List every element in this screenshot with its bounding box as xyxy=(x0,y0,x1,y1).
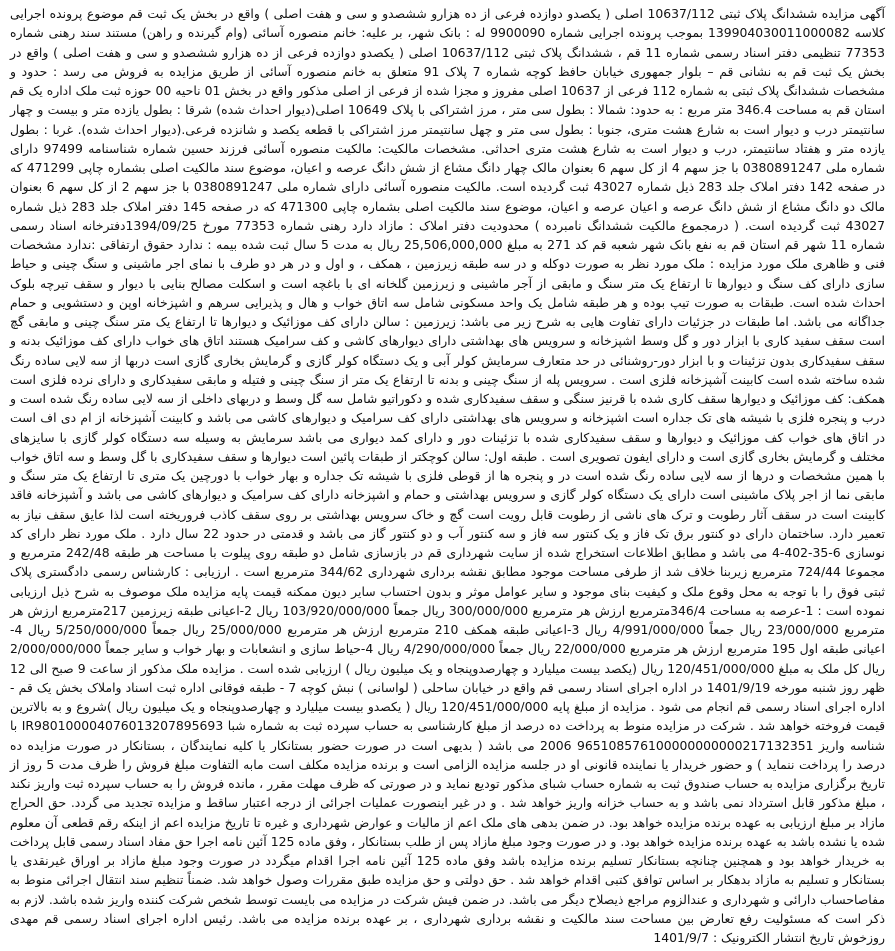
notice-body-text: آگهی مزایده ششدانگ پلاک ثبتی 10637/112 اصلی ( یکصدو دوازده فرعی از ده هزارو ششصدو و سی و هفت اصلی ) واقع در بخش یک ثبت قم موضوع پرونده اجرایی کلاسه 139904030011000082 بموجب پرونده اجرایی شماره 9900090 له : بانک شهر، بر علیه: خانم منصوره آسائی (وام گیرنده و راهن) مستند سند رهنی شماره 77353 تنظیمی دفتر اسناد رسمی شماره 11 قم ، ششدانگ پلاک ثبتی 10637/112 اصلی ( یکصدو دوازده فرعی از ده هزارو ششصدو و سی و هفت اصلی ) واقع در بخش یک ثبت قم به نشانی قم – بلوار جمهوری خیابان حافظ کوچه شماره 7 پلاک 91 متعلق به خانم منصوره آسائی از طریق مزایده به فروش می رسد : حدود و مشخصات ششدانگ پلاک ثبتی به شماره 112 فرعی از 10637 اصلی مفروز و مجزا شده از فرعی از اصلی مذکور واقع در بخش 01 ناحیه 00 حوزه ثبت ملک اداره یک قم استان قم به مساحت 346.4 متر مربع : به حدود: شمالا : بطول سی متر ، مرز اشتراکی با پلاک 10649 اصلی(دیوار احداث شده) شرقا : بطول یازده متر و بیست و چهار سانتیمتر درب و دیوار است به شارع هشت متری، جنوبا : بطول سی متر و چهل سانتیمتر مرز اشتراکی با قطعه یکصد و شانزده فرعی.(دیوار احداث شده). غربا : بطول یازده متر و هفتاد سانتیمتر، درب و دیوار است به شارع هشت متری احداثی. مشخصات مالکیت: مالکیت منصوره آسائی فرزند حسین شماره شناسنامه 97499 دارای شماره ملی 0380891247 با جز سهم 4 از کل سهم 6 بعنوان مالک چهار دانگ مشاع از شش دانگ عرصه و اعیان، موضوع سند مالکیت اصلی بشماره چاپی 471299 که در صفحه 142 دفتر املاک جلد 283 ذیل شماره 43027 ثبت گردیده است. مالکیت منصوره آسائی دارای شماره ملی 0380891247 با جز سهم 2 از کل سهم 6 بعنوان مالک دو دانگ مشاع از شش دانگ عرصه و اعیان عرصه و اعیان، موضوع سند مالکیت اصلی بشماره چاپی 471300 که در صفحه 145 دفتر املاک جلد 283 ذیل شماره 43027 ثبت گردیده است. ( درمجموع مالکیت ششدانگ نامبرده ) محدودیت دفتر املاک : مازاد دارد رهنی شماره 77353 مورخ 1394/09/25دفترخانه اسناد رسمی شماره 11 شهر قم استان قم به نفع بانک شهر شعبه قم کد 271 به مبلغ 25,506,000,000 ریال به مدت 5 سال ثبت شده بیمه : ندارد حقوق ارتفاقی :ندارد مشخصات فنی و ظاهری ملک مورد مزایده : ملک مورد نظر به صورت دوکله و در سه طبقه زیرزمین ، همکف ، و اول و در هر دو طرف با نمای اجر ماشینی و سنگ چینی و حیاط سازی دارای کف سنگ و دیوارها تا ارتفاع یک متر سنگ و مابقی از آجر ماشینی و زیرزمین گلخانه ای با باغچه است و اسکلت مصالح بنایی با دیوار و سقف تیرچه بلوک احداث شده است. طبقات به صورت تیپ بوده و هر طبقه شامل یک واحد مسکونی شامل سه اتاق خواب و هال و پذیرایی سرهم و اشپزخانه اوپن و دستشویی و حمام جداگانه می باشد. اما طبقات در جزئیات دارای تفاوت هایی به شرح زیر می باشد: زیرزمین : سالن دارای کف موزائیک و دیوارها تا ارتفاع یک متر سنگ چینی و مابقی گچ است سقف سفید کاری با ابزار دور و گل وسط اشپزخانه و سرویس های بهداشتی دارای دیوارهای کاشی و کف سرامیک هستند اتاق های خواب دارای کف موزائیک بدنه و سقف سفیدکاری بدون تزئینات و با ابزار دور-روشنائی در حد متعارف سرمایش کولر آبی و یک دستگاه کولر گازی و گرمایش بخاری گازی است دربها از سه لایی ساده رنگ شده ساخته شده است کابینت آشپزخانه فلزی است . سرویس پله از سنگ چینی و بدنه تا ارتفاع یک متر از سنگ چینی و فتیله و مابقی سفیدکاری و دارای نرده فلزی است همکف: کف موزائیک و دیوارها سقف کاری شده با قرنیز سنگی و سقف سفیدکاری شده و دکوراتیو شامل سه گل وسط و دربهای داخلی از سه لایی ساده رنگ شده است و درب و پنجره فلزی با شیشه های تک جداره است اشپزخانه و سرویس های بهداشتی دارای کف سرامیک و دیوارهای کاشی می باشد و کابینت آشپزخانه از ام دی اف است در اتاق های خواب کف موزائیک و دیوارها و سقف سفیدکاری شده با تزئینات دور و دارای کمد دیواری می باشد سرمایش به وسیله سه دستگاه کولر گازی با سایزهای مختلف و گرمایش بخاری گازی است و دارای ایفون تصویری است . طبقه اول: سالن کوچکتر از طبقات پائین است دیوارها و سقف سفیدکاری با گل وسط و سه اتاق خواب با همین مشخصات و درها از سه لایی ساده رنگ شده است در و پنجره ها از قوطی فلزی با شیشه تک جداره و بهار خواب با دورچین یک متری تا ارتفاع یک متر سنگ و مابقی نما از اجر پلاک ماشینی است دارای یک دستگاه کولر گازی و سرویس بهداشتی و حمام و اشپزخانه دارای کف سرامیک و دیوارهای کاشی می باشد و آشپزخانه فاقد کابینت است در سقف آثار رطوبت و ترک های ناشی از رطوبت قابل رویت است گچ و خاک سرویس بهداشتی بر روی سقف کاذب فروریخته است لذا عایق سقف نیاز به تعمیر دارد. ساختمان دارای دو کنتور برق تک فاز و یک کنتور سه فاز و سه کنتور آب و دو کنتور گاز می باشد و قدمتی در حدود 22 سال دارد . ملک مورد نظر دارای کد نوسازی 6-35-402-4 می باشد و مطابق اطلاعات استخراج شده از سایت شهرداری قم در بازسازی شامل دو طبقه روی پیلوت با مساحت هر طبقه 242/48 مترمربع و مجموعا 724/44 مترمربع زیربنا خلاف شد از طرفی مساحت موجود مطابق نقشه برداری شهرداری 344/62 مترمربع است . ارزیابی : کارشناس رسمی دادگستری پلاک ثبتی فوق را با توجه به محل وقوع ملک و کیفیت بنای موجود و سایر عوامل موثر و بدون احتساب سایر دیون ممکنه قیمت پایه مزایده ملک موصوف به شرح ذیل ارزیابی نموده است : 1-عرصه به مساحت 346/4مترمربع ارزش هر مترمربع 300/000/000 ریال جمعاً 103/920/000/000 ریال 2-اعیانی طبقه زیرزمین 217مترمربع ارزش هر مترمربع 23/000/000 ریال جمعاً 4/991/000/000 ریال 3-اعیانی طبقه همکف 210 مترمربع ارزش هر مترمربع 25/000/000 ریال جمعاً 5/250/000/000 ریال 4-اعیانی طبقه اول 195 مترمربع ارزش هر مترمربع 22/000/000 ریال جمعاً 4/290/000/000 ریال 4-حیاط سازی و انشعابات و بهار خواب و سایر جمعاً 2/000/000/000 ریال کل ملک به مبلغ 120/451/000/000 ریال (یکصد بیست میلیارد و چهارصدوپنجاه و یک میلیون ریال ) ارزیابی شده است . مزایده ملک مذکور از ساعت 9 صبح الی 12 ظهر روز شنبه مورخه 1401/9/19 در اداره اجرای اسناد رسمی قم واقع در خیابان ساحلی ( لواسانی ) نبش کوچه 7 - طبقه فوقانی اداره ثبت اسناد واملاک بخش یک قم - اداره اجرای اسناد رسمی قم انجام می شود . مزایده از مبلغ پایه 120/451/000/000 ریال ( یکصدو بیست میلیارد و چهارصدوپنجاه و یک میلیون ریال )شروع و به بالاترین قیمت فروخته خواهد شد . شرکت در مزایده منوط به پرداخت ده درصد از مبلغ کارشناسی به حساب سپرده ثبت به شماره شبا IR980100004076013207895693 با شناسه واریز 965108576100000000000217132351 2006 می باشد ( بدیهی است در صورت حضور بستانکار یا کلیه نمایندگان ، بستانکار در صورت مزایده ده درصد را پرداخت ننماید ) و حضور خریدار یا نماینده قانونی او در جلسه مزایده الزامی است و برنده مزایده مکلف است مابه التفاوت مبلغ فروش را ظرف مدت 5 روز از تاریخ برگزاری مزایده به حساب صندوق ثبت به شماره حساب شبای مذکور تودیع نماید و در صورتی که ظرف مهلت مقرر ، مانده فروش را به حساب سپرده ثبت واریز نکند ، مبلغ مذکور قابل استرداد نمی باشد و به حساب خزانه واریز خواهد شد . و در غیر اینصورت عملیات اجرائی از درجه اعتبار ساقط و مزایده تجدید می گردد. حق الحراج مازاد بر مبلغ ارزیابی به عهده برنده مزایده خواهد بود. در ضمن بدهی های ملک اعم از مالیات و عوارض شهرداری و غیره تا تاریخ مزایده اعم از اینکه رقم قطعی آن معلوم شده یا نشده باشد به عهده برنده مزایده خواهد بود. و در صورت وجود مبلغ مازاد پس از طلب بستانکار ، وفق ماده 125 آئین نامه اجرا حق مفاد اسناد رسمی قابل پرداخت به خریدار خواهد بود و همچنین چنانچه بستانکار تسلیم برنده مزایده باشد وفق ماده 125 آئین نامه اجرا اقدام میگردد در صورت وجود مبلغ مازاد بر اوراق غیرنقدی یا بستانکار و تسلیم به مازاد بدهکار بر اساس توافق کتبی اقدام خواهد شد . حق دولتی و حق مزایده طبق مقررات وصول خواهد شد. ضمناً تنظیم سند انتقال اجرائی منوط به مفاصاحساب دارائی و شهرداری و عندالزوم مراجع ذیصلاح دیگر می باشد. در ضمن فیش شرکت در مزایده می بایست توسط شخص شرکت کننده واریز شده باشد. لازم به ذکر است که مسئولیت رفع تعارض بین مساحت سند مالکیت و نقشه برداری شهرداری ، بر عهده برنده مزایده می باشد. رئیس اداره اجرای اسناد رسمی قم مهدی روزخوش تاریخ انتشار الکترونیک : 1401/9/7 xyxy=(10,6,886,945)
